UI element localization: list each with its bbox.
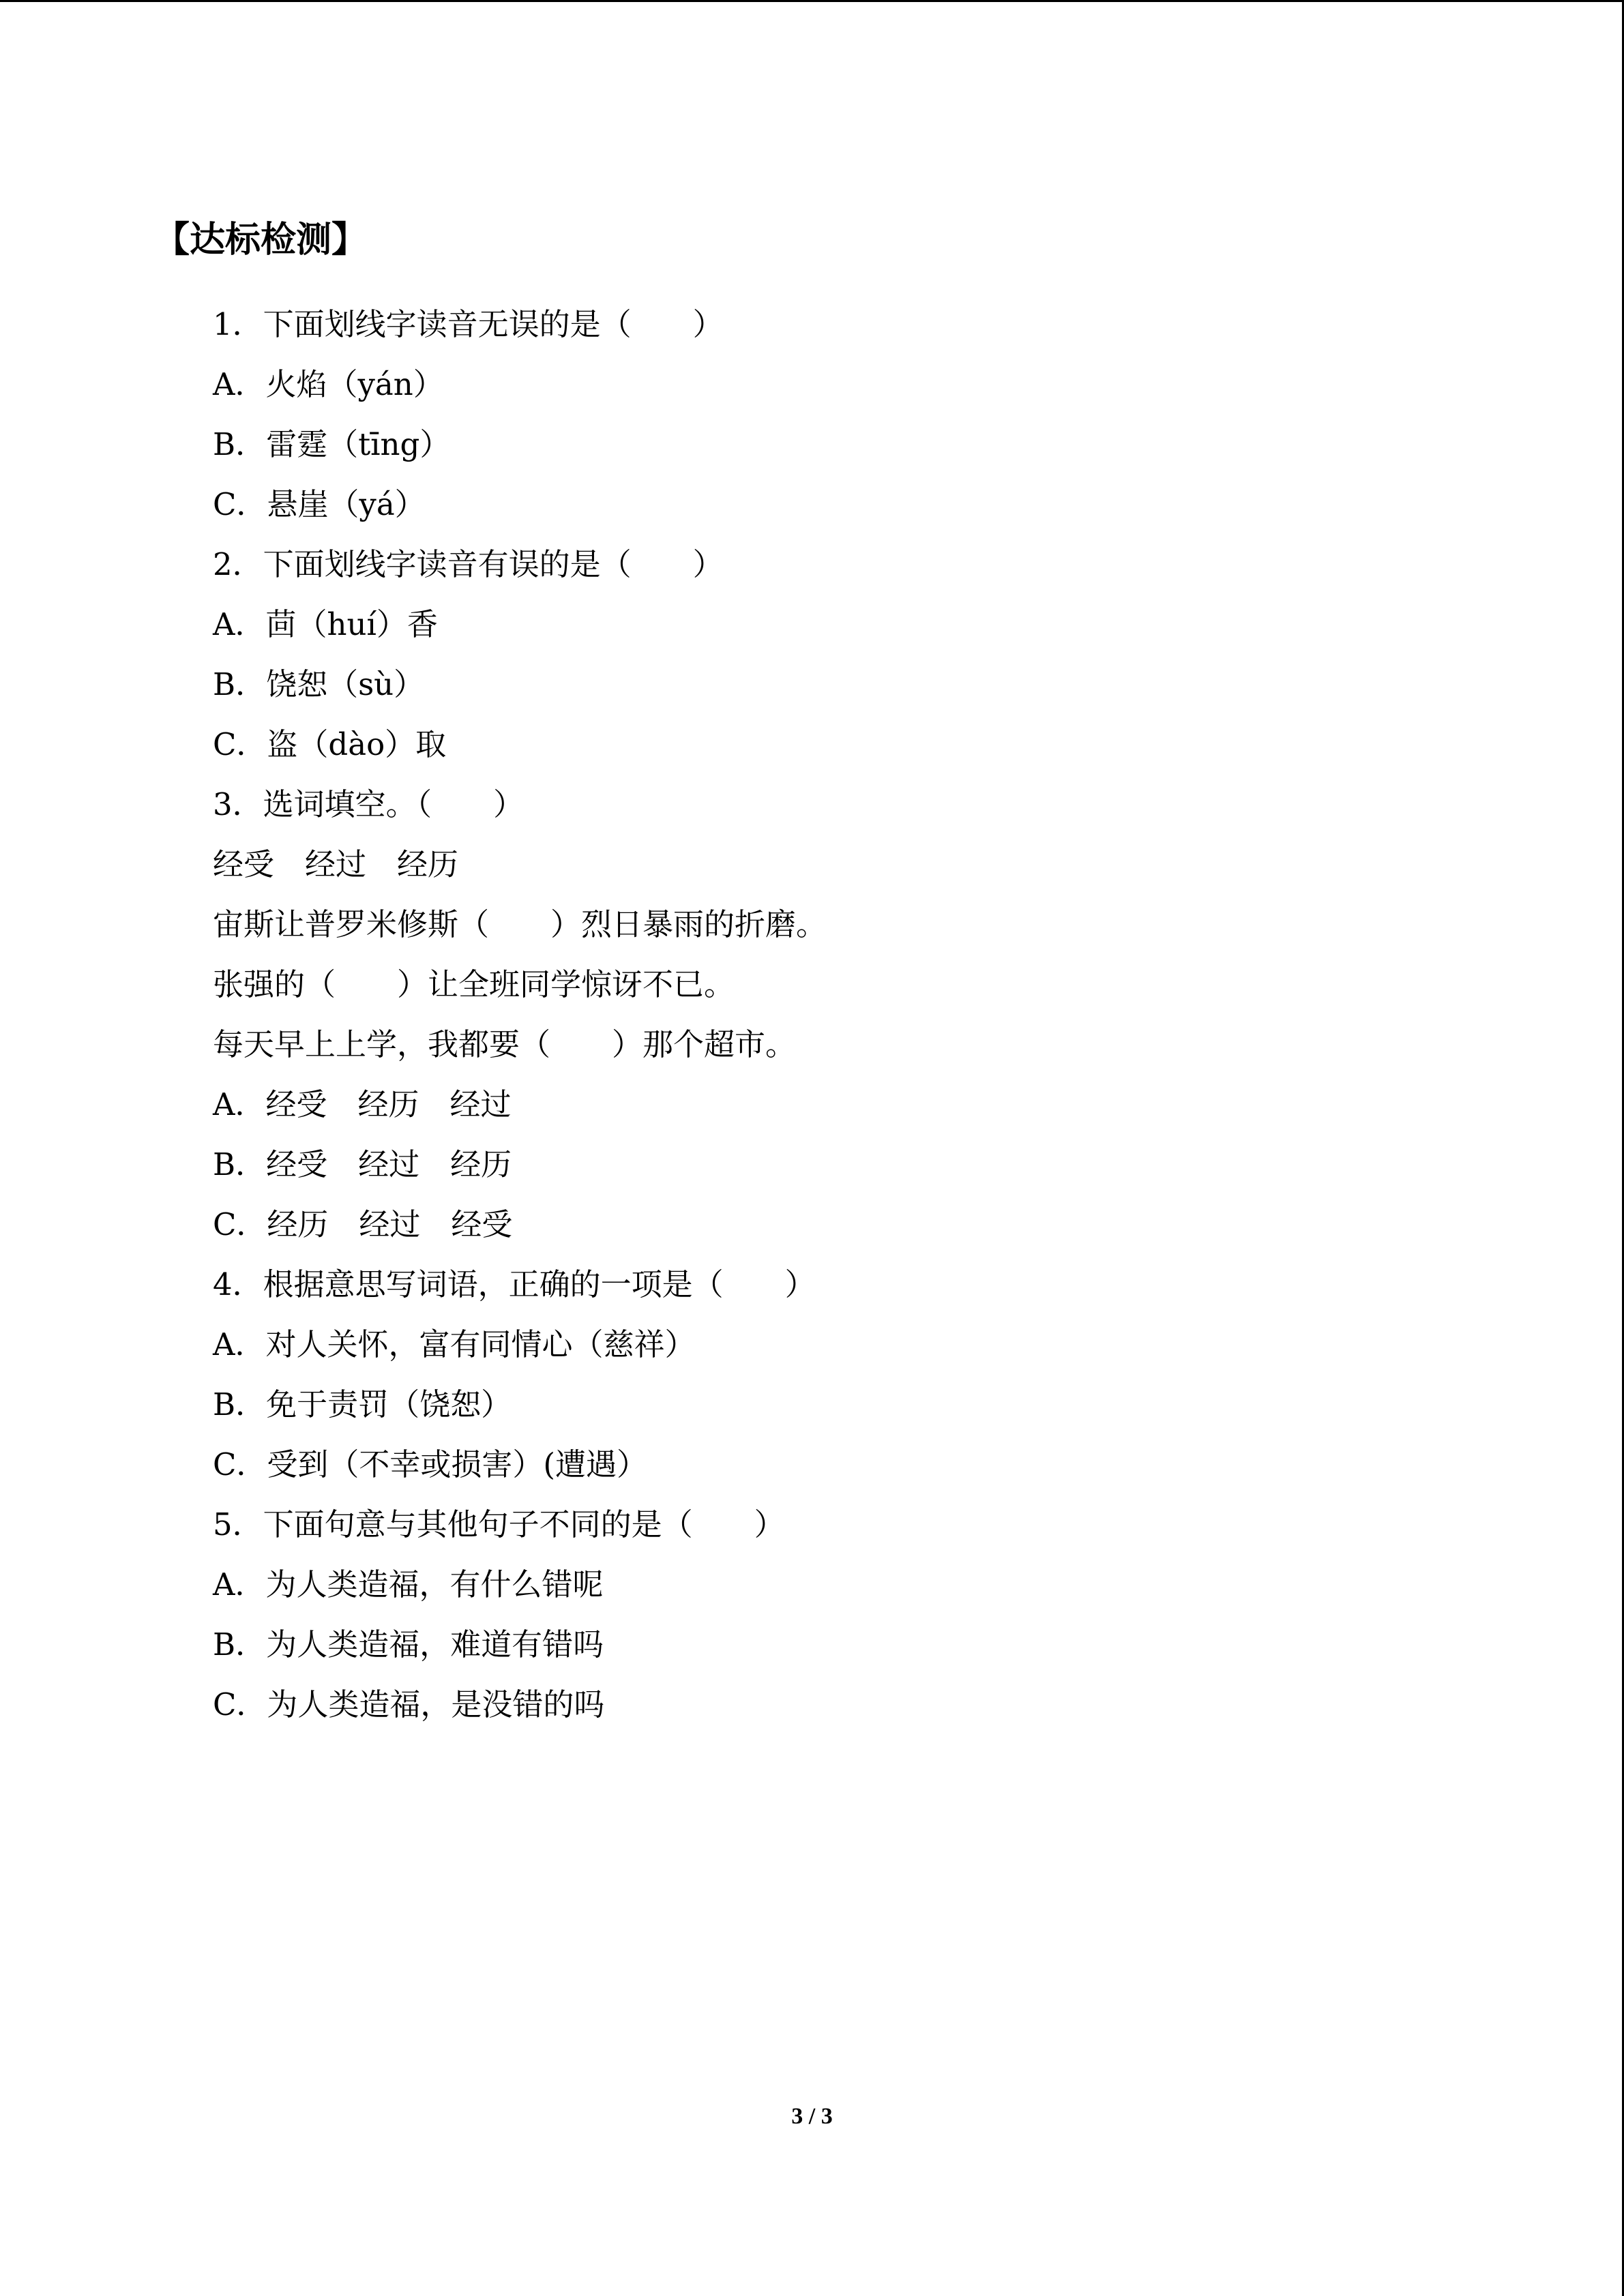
question-3-option-a: A．经受 经历 经过 [213,1086,512,1122]
question-4-option-b: B．免于责罚（饶恕） [213,1386,512,1422]
question-3-option-b: B．经受 经过 经历 [213,1146,512,1182]
question-2-option-c: C．盗（dào）取 [213,726,447,762]
question-5-option-b: B．为人类造福，难道有错吗 [213,1626,604,1663]
question-3-sentence-1: 宙斯让普罗米修斯（ ）烈日暴雨的折磨。 [213,906,827,942]
question-4-option-c: C．受到（不幸或损害）(遭遇） [213,1446,647,1482]
question-3-option-c: C．经历 经过 经受 [213,1206,513,1242]
question-2-option-b: B．饶恕（sù） [213,666,425,702]
question-1-option-a: A．火焰（yán） [213,366,444,402]
section-title: 【达标检测】 [154,220,368,260]
question-3-word-bank: 经受 经过 经历 [213,846,459,882]
page-number: 3 / 3 [791,2104,833,2129]
question-2-option-a: A．茴（huí）香 [213,606,438,642]
question-1-stem: 1．下面划线字读音无误的是（ ） [213,306,724,342]
question-5-option-c: C．为人类造福，是没错的吗 [213,1686,605,1723]
question-4-stem: 4．根据意思写词语，正确的一项是（ ） [213,1266,816,1302]
top-border [0,0,1624,2]
question-5-stem: 5．下面句意与其他句子不同的是（ ） [213,1506,785,1542]
question-4-option-a: A．对人关怀，富有同情心（慈祥） [213,1326,696,1362]
question-3-sentence-3: 每天早上上学，我都要（ ）那个超市。 [213,1026,797,1062]
question-list [213,295,827,1735]
question-1-option-b: B．雷霆（tīng） [213,426,451,462]
question-1-option-c: C．悬崖（yá） [213,486,426,522]
question-3-sentence-2: 张强的（ ）让全班同学惊讶不已。 [213,966,735,1002]
question-5-option-a: A．为人类造福，有什么错呢 [213,1566,604,1602]
question-2-stem: 2．下面划线字读音有误的是（ ） [213,546,724,582]
question-3-stem: 3．选词填空。（ ） [213,786,525,822]
